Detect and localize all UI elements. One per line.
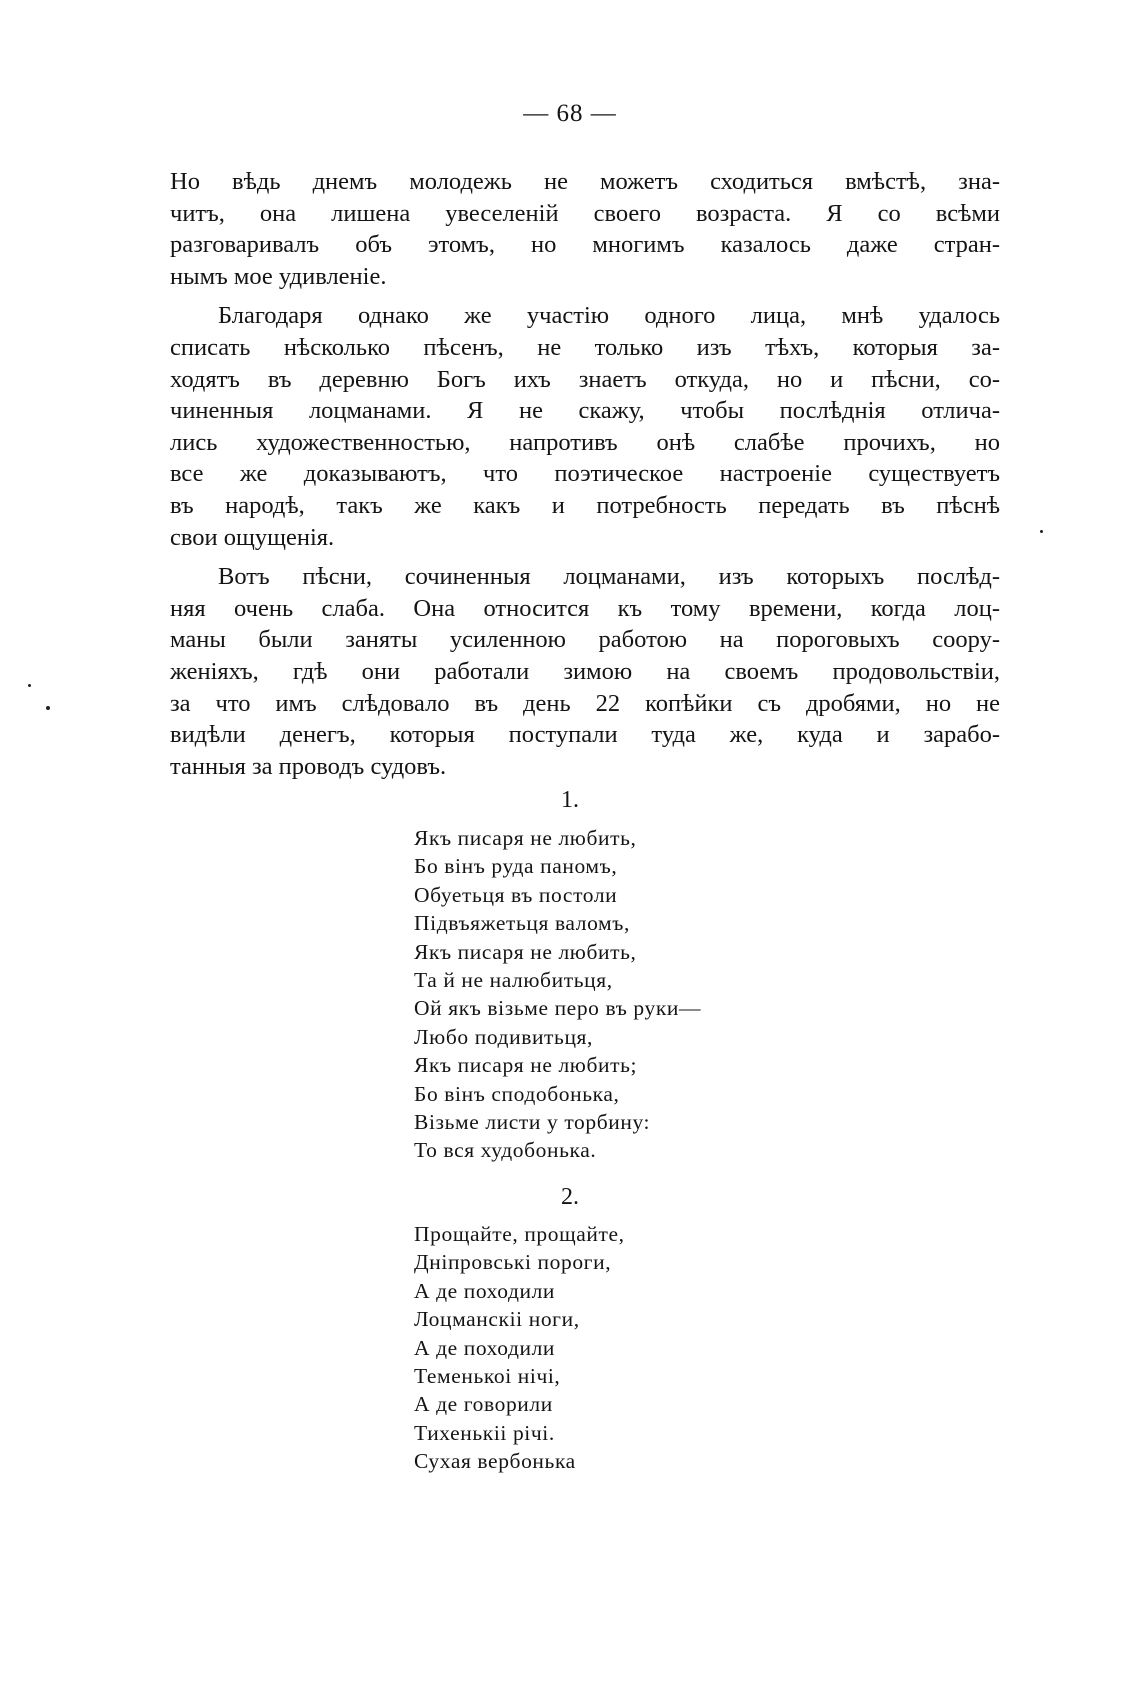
verse-line: Лоцманскіі ноги, (414, 1307, 580, 1332)
verse-line: Прощайте, прощайте, (414, 1222, 625, 1246)
paragraph (170, 166, 1000, 292)
verse-line: Якъ писаря не любить; (414, 1053, 638, 1078)
text-line: нымъ мое удивленіе. (170, 262, 387, 290)
paragraph (170, 300, 1000, 553)
text-line: Но вѣдь днемъ молодежь не можетъ сходиться вмѣстѣ, зна- (170, 168, 1000, 195)
verse-line: Бо вінъ руда паномъ, (414, 854, 618, 879)
verse-line: Бо вінъ сподобонька, (414, 1081, 620, 1106)
verse-line: Обуетьця въ постоли (414, 882, 618, 907)
verse-line: Теменькоі нічі, (414, 1363, 561, 1388)
scan-speck (1040, 530, 1043, 533)
text-line: все же доказываютъ, что поэтическое настроеніе существуетъ (170, 460, 1000, 488)
verse-line: Дніпровські пороги, (414, 1250, 612, 1275)
text-line: лись художественностью, напротивъ онѣ слабѣе прочихъ, но (170, 428, 1000, 456)
verse-line: Якъ писаря не любить, (414, 939, 637, 964)
song-verse (414, 1220, 834, 1476)
text-line: женіяхъ, гдѣ они работали зимою на своемъ продовольствіи, (170, 657, 1000, 685)
verse-line: А де походили (414, 1278, 556, 1303)
scan-speck (28, 684, 31, 687)
text-line: чиненныя лоцманами. Я не скажу, чтобы послѣднія отлича- (170, 397, 1000, 425)
text-line: Вотъ пѣсни, сочиненныя лоцманами, изъ которыхъ послѣд- (218, 563, 1000, 591)
text-line: танныя за проводъ судовъ. (170, 752, 447, 780)
verse-line: Та й не налюбитьця, (414, 967, 613, 992)
verse-line: А де говорили (414, 1392, 553, 1417)
verse-line: Ой якъ візьме перо въ руки— (414, 996, 702, 1021)
paragraph (170, 561, 1000, 782)
verse-line: Підвъяжетьця валомъ, (414, 911, 630, 936)
text-line: маны были заняты усиленною работою на пороговыхъ соору- (170, 626, 1000, 654)
text-line: за что имъ слѣдовало въ день 22 копѣйки съ дробями, но не (170, 689, 1000, 717)
text-line: няя очень слаба. Она относится къ тому времени, когда лоц- (170, 594, 1000, 622)
verse-line: Любо подивитьця, (414, 1024, 594, 1049)
text-line: свои ощущенія. (170, 523, 335, 551)
verse-line: То вся худобонька. (414, 1138, 597, 1163)
text-line: видѣли денегъ, которыя поступали туда же, куда и зарабо- (170, 721, 1000, 749)
text-line: списать нѣсколько пѣсенъ, не только изъ тѣхъ, которыя за- (170, 333, 1000, 361)
text-line: разговаривалъ объ этомъ, но многимъ казалось даже стран- (170, 231, 1000, 259)
song-number: 2. (561, 1184, 579, 1210)
text-line: читъ, она лишена увеселеній своего возраста. Я со всѣми (170, 199, 1000, 227)
scan-speck (46, 706, 50, 710)
verse-line: Сухая вербонька (414, 1449, 576, 1474)
verse-line: Тихенькіі річі. (414, 1420, 555, 1445)
page-number: — 68 — (523, 100, 617, 127)
text-line: въ народѣ, такъ же какъ и потребность передать въ пѣснѣ (170, 491, 1000, 519)
verse-line: А де походили (414, 1335, 556, 1360)
verse-line: Якъ писаря не любить, (414, 826, 637, 850)
prose-body (170, 166, 1000, 790)
text-line: Благодаря однако же участію одного лица, мнѣ удалось (218, 302, 1000, 330)
verse-line: Візьме листи у торбину: (414, 1109, 651, 1134)
song-number: 1. (561, 787, 579, 813)
text-line: ходятъ въ деревню Богъ ихъ знаетъ откуда, но и пѣсни, со- (170, 365, 1000, 393)
song-verse (414, 824, 834, 1165)
